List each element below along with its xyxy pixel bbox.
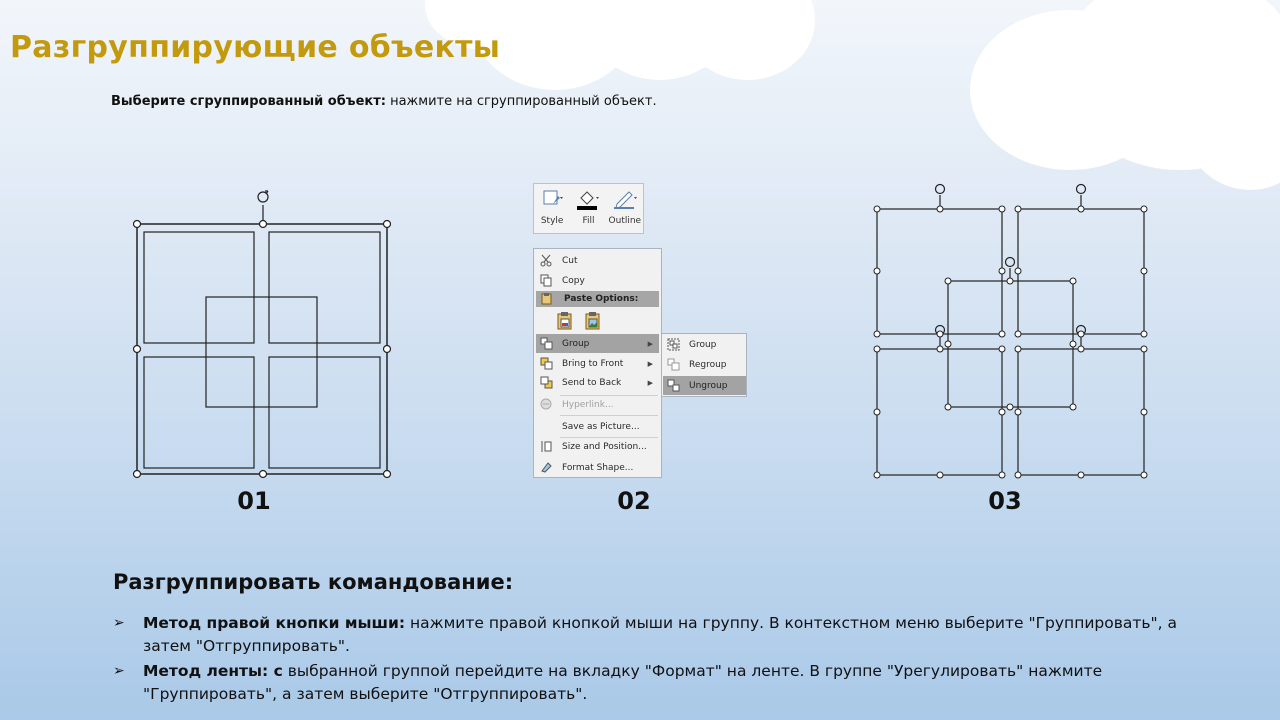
- menu-item-label: Copy: [562, 275, 585, 286]
- submenu-item-label: Group: [689, 339, 717, 350]
- menu-item-copy[interactable]: [536, 271, 659, 290]
- format-ribbon: [533, 183, 644, 234]
- context-menu: [533, 248, 662, 478]
- submenu-item-group[interactable]: [663, 335, 746, 354]
- fill-bucket-icon: [574, 188, 602, 210]
- style-label: Style: [540, 216, 564, 226]
- outline-pen-icon: [611, 188, 639, 210]
- submenu-item-label: Ungroup: [689, 380, 728, 391]
- submenu-arrow-icon: ▶: [647, 378, 653, 387]
- menu-item-save-as-picture[interactable]: [536, 417, 659, 436]
- bullet-bold: Метод ленты: с: [143, 662, 283, 680]
- grouped-object-figure[interactable]: [130, 185, 395, 485]
- group-icon: [667, 338, 680, 351]
- menu-item-group[interactable]: [536, 334, 659, 353]
- menu-item-size-and-position[interactable]: [536, 437, 659, 456]
- figure-label-01: 01: [237, 487, 271, 515]
- submenu-item-label: Regroup: [689, 359, 727, 370]
- outline-button[interactable]: [608, 188, 642, 226]
- section-title: Разгруппировать командование:: [113, 570, 514, 594]
- size-position-icon: [540, 440, 553, 453]
- submenu-arrow-icon: ▶: [647, 359, 653, 368]
- bullet-text: нажмите правой кнопкой мыши на группу. В контекстном меню выберите "Группировать", а затем "Отгруппировать".: [143, 614, 1178, 655]
- format-shape-icon: [540, 461, 553, 474]
- method-list: [113, 612, 1203, 708]
- figure-label-03: 03: [988, 487, 1022, 515]
- ungrouped-objects-figure[interactable]: [870, 180, 1150, 480]
- figure-label-02: 02: [617, 487, 651, 515]
- method-right-click: [113, 612, 1203, 658]
- ungroup-icon: [667, 379, 680, 392]
- fill-button[interactable]: [571, 188, 605, 226]
- menu-item-hyperlink[interactable]: [536, 395, 659, 414]
- menu-item-format-shape[interactable]: [536, 458, 659, 477]
- menu-item-label: Size and Position...: [562, 441, 647, 452]
- bullet-arrow-icon: ➢: [113, 663, 125, 679]
- fill-label: Fill: [582, 216, 595, 226]
- style-icon: [538, 188, 566, 210]
- bullet-text: выбранной группой перейдите на вкладку "Формат" на ленте. В группе "Урегулировать" нажмите "Группировать", а затем выберите "Отгруппировать".: [143, 662, 1103, 703]
- bullet-arrow-icon: ➢: [113, 615, 125, 631]
- scissors-icon: [540, 254, 553, 267]
- intro-rest: нажмите на сгруппированный объект.: [385, 94, 657, 109]
- menu-item-bring-to-front[interactable]: [536, 354, 659, 373]
- group-icon: [540, 337, 553, 350]
- paste-options-header: [536, 291, 659, 307]
- menu-item-label: Format Shape...: [562, 462, 634, 473]
- paste-option-picture[interactable]: [584, 311, 602, 334]
- intro-text: [111, 94, 657, 109]
- submenu-item-ungroup[interactable]: [663, 376, 746, 395]
- submenu-arrow-icon: ▶: [647, 339, 653, 348]
- menu-item-send-to-back[interactable]: [536, 373, 659, 392]
- copy-icon: [540, 274, 553, 287]
- menu-item-cut[interactable]: [536, 251, 659, 270]
- group-submenu: [661, 333, 747, 397]
- menu-item-label: Cut: [562, 255, 578, 266]
- menu-item-label: Hyperlink...: [562, 399, 614, 410]
- clipboard-icon: [540, 292, 553, 305]
- menu-item-label: Group: [562, 338, 590, 349]
- hyperlink-icon: [540, 398, 553, 411]
- paste-option-keep[interactable]: [556, 311, 574, 334]
- method-ribbon: [113, 660, 1203, 706]
- menu-item-label: Send to Back: [562, 377, 622, 388]
- bullet-bold: Метод правой кнопки мыши:: [143, 614, 406, 632]
- intro-bold: Выберите сгруппированный объект:: [111, 94, 386, 109]
- menu-item-label: Bring to Front: [562, 358, 624, 369]
- outline-label: Outline: [608, 216, 642, 226]
- bring-front-icon: [540, 357, 553, 370]
- send-back-icon: [540, 376, 553, 389]
- style-button[interactable]: [535, 188, 569, 226]
- regroup-icon: [667, 358, 680, 371]
- submenu-item-regroup[interactable]: [663, 355, 746, 374]
- menu-item-label: Save as Picture...: [562, 421, 640, 432]
- paste-options-label: Paste Options:: [564, 294, 639, 304]
- page-title: Разгруппирующие объекты: [10, 30, 501, 65]
